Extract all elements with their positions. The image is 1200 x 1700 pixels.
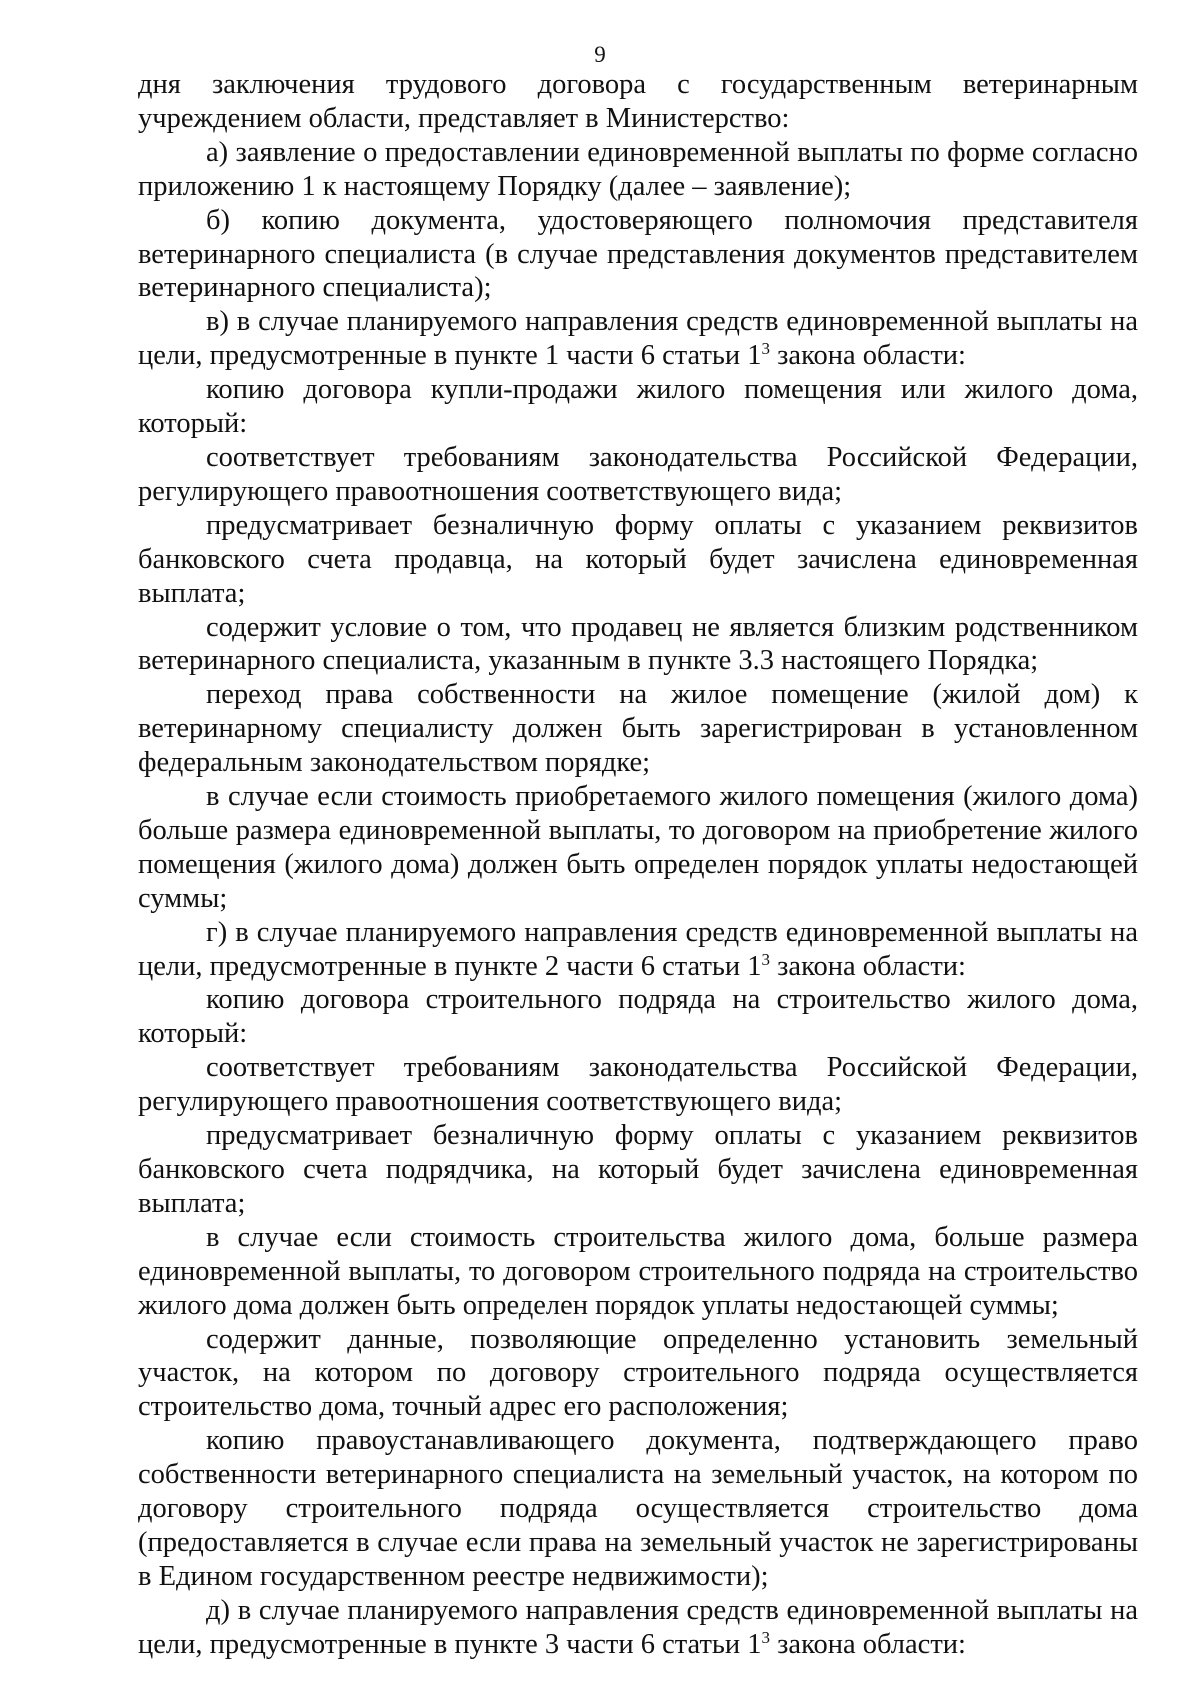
paragraph: соответствует требованиям законодательства Российской Федерации, регулирующего правоотношения соответствующего вида; — [138, 1052, 1138, 1118]
paragraph: содержит данные, позволяющие определенно установить земельный участок, на котором по договору строительного подряда осуществляется строительство дома, точный адрес его расположения; — [138, 1323, 1138, 1423]
paragraph-text: д) в случае планируемого направления средств единовременной выплаты на цели, предусмотренные в пункте 3 части 6 статьи 1 — [138, 1594, 1138, 1660]
paragraph-continuation: дня заключения трудового договора с государственным ветеринарным учреждением области, представляет в Министерство: — [138, 69, 1138, 134]
superscript: 3 — [761, 1627, 771, 1647]
paragraph-item-v — [138, 305, 1138, 373]
paragraph: предусматривает безналичную форму оплаты с указанием реквизитов банковского счета подрядчика, на который будет зачислена единовременная выплата; — [138, 1120, 1138, 1219]
paragraph-text: г) в случае планируемого направления средств единовременной выплаты на цели, предусмотренные в пункте 2 части 6 статьи 1 — [138, 916, 1138, 982]
paragraph: предусматривает безналичную форму оплаты с указанием реквизитов банковского счета продавца, на который будет зачислена единовременная выплата; — [138, 509, 1138, 609]
paragraph: в случае если стоимость строительства жилого дома, больше размера единовременной выплаты, то договором строительного подряда на строительство жилого дома должен быть определен порядок уплаты недостающей суммы; — [138, 1221, 1138, 1321]
superscript: 3 — [761, 339, 771, 359]
paragraph: в случае если стоимость приобретаемого жилого помещения (жилого дома) больше размера единовременной выплаты, то договором на приобретение жилого помещения (жилого дома) должен быть определен порядок уплаты недостающей суммы; — [138, 781, 1138, 914]
paragraph-item-g — [138, 916, 1138, 984]
paragraph-item-d — [138, 1594, 1138, 1662]
paragraph-item-b: б) копию документа, удостоверяющего полномочия представителя ветеринарного специалиста (в случае представления документов представителем ветеринарного специалиста); — [138, 204, 1138, 304]
paragraph: копию договора строительного подряда на строительство жилого дома, который: — [138, 984, 1138, 1050]
paragraph-item-a: а) заявление о предоставлении единовременной выплаты по форме согласно приложению 1 к настоящему Порядку (далее – заявление); — [138, 136, 1138, 202]
paragraph: копию правоустанавливающего документа, подтверждающего право собственности ветеринарного специалиста на земельный участок, на котором по договору строительного подряда осуществляется строительство дома (предоставляется в случае если права на земельный участок не зарегистрированы в Едином государственном реестре недвижимости); — [138, 1425, 1138, 1592]
paragraph: содержит условие о том, что продавец не является близким родственником ветеринарного специалиста, указанным в пункте 3.3 настоящего Порядка; — [138, 611, 1138, 677]
paragraph: копию договора купли-продажи жилого помещения или жилого дома, который: — [138, 374, 1138, 440]
paragraph-text: закона области: — [770, 950, 966, 982]
paragraph-text: закона области: — [770, 340, 966, 372]
paragraph-text: закона области: — [770, 1628, 966, 1660]
paragraph-text: в) в случае планируемого направления средств единовременной выплаты на цели, предусмотренные в пункте 1 части 6 статьи 1 — [138, 306, 1138, 372]
paragraph: соответствует требованиям законодательства Российской Федерации, регулирующего правоотношения соответствующего вида; — [138, 441, 1138, 507]
superscript: 3 — [761, 949, 771, 969]
page-number: 9 — [594, 42, 606, 67]
document-body — [138, 68, 1138, 1662]
paragraph: переход права собственности на жилое помещение (жилой дом) к ветеринарному специалисту должен быть зарегистрирован в установленном федеральным законодательством порядке; — [138, 679, 1138, 779]
